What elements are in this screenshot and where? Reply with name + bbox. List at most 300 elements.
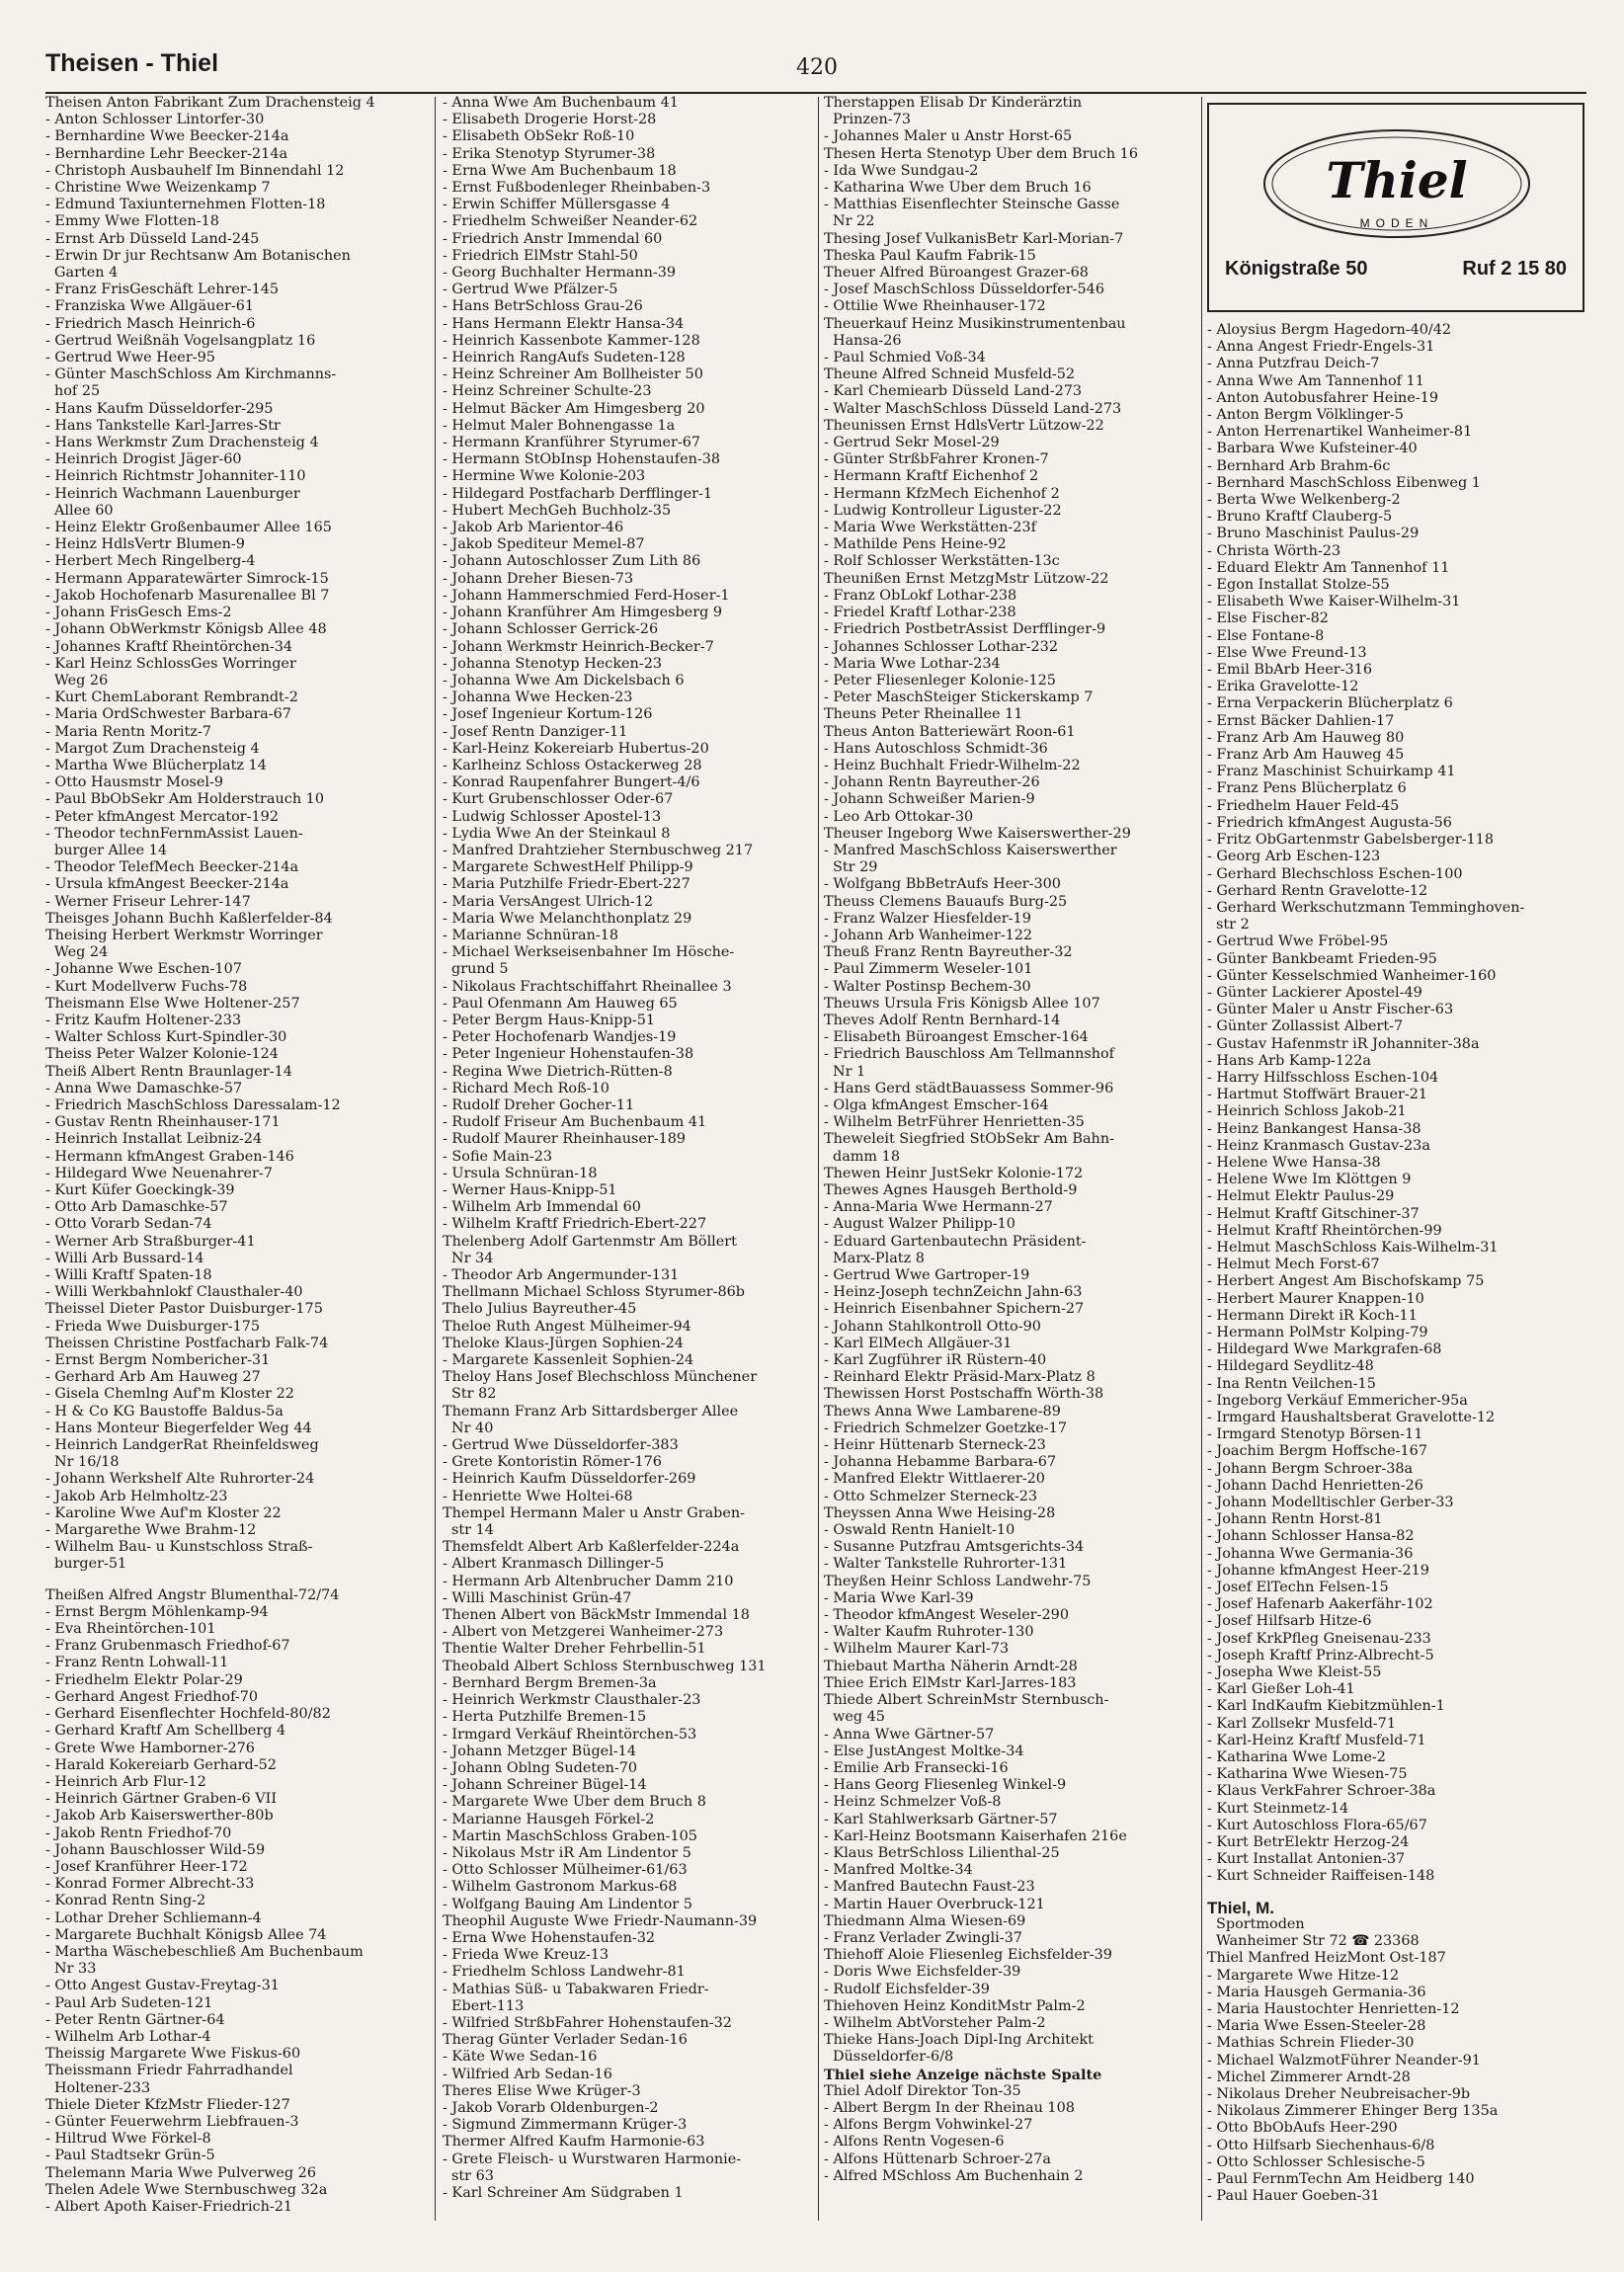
directory-entry: - Peter Hochofenarb Wandjes-19	[443, 1029, 677, 1046]
directory-entry: - Harald Kokereiarb Gerhard-52	[45, 1756, 277, 1773]
directory-entry: - Johann Arb Wanheimer-122	[824, 927, 1033, 943]
directory-entry: - Karl IndKaufm Kiebitzmühlen-1	[1207, 1698, 1445, 1715]
directory-entry: Düsseldorfer-6/8	[833, 2049, 954, 2066]
directory-entry: - Gustav Hafenmstr iR Johanniter-38a	[1207, 1035, 1480, 1052]
directory-entry: - Barbara Wwe Kufsteiner-40	[1207, 441, 1418, 457]
directory-entry: weg 45	[833, 1709, 885, 1726]
directory-entry: - Gertrud Wwe Gartroper-19	[824, 1267, 1030, 1284]
directory-entry: - Marianne Schnüran-18	[443, 927, 619, 943]
directory-entry: - Olga kfmAngest Emscher-164	[824, 1096, 1049, 1113]
directory-entry: - Johann Bergm Schroer-38a	[1207, 1460, 1414, 1477]
directory-entry: - Heinrich RangAufs Sudeten-128	[443, 350, 686, 366]
directory-entry: Thiebaut Martha Näherin Arndt-28	[824, 1658, 1078, 1674]
directory-entry: - Hermann PolMstr Kolping-79	[1207, 1324, 1428, 1340]
directory-entry: - Martha Wäschebeschließ Am Buchenbaum	[45, 1943, 364, 1960]
directory-entry: - Herta Putzhilfe Bremen-15	[443, 1709, 647, 1726]
directory-entry: - Mathias Schrein Flieder-30	[1207, 2035, 1415, 2052]
directory-entry: - Marianne Hausgeh Förkel-2	[443, 1811, 655, 1827]
directory-entry: - Karl Heinz SchlossGes Worringer	[45, 655, 296, 672]
directory-entry: - Eduard Elektr Am Tannenhof 11	[1207, 559, 1450, 576]
directory-entry: - Otto Vorarb Sedan-74	[45, 1216, 212, 1233]
directory-entry: - Franz Arb Am Hauweg 45	[1207, 747, 1405, 764]
directory-entry: Weg 26	[54, 672, 109, 689]
directory-entry: - Karl-Heinz Kokereiarb Hubertus-20	[443, 740, 709, 757]
directory-entry: Thentie Walter Dreher Fehrbellin-51	[443, 1641, 706, 1658]
directory-entry: - Josepha Wwe Kleist-55	[1207, 1664, 1382, 1681]
directory-entry: Prinzen-73	[833, 112, 911, 128]
directory-entry: Str 82	[451, 1386, 497, 1403]
directory-entry: Thieke Hans-Joach Dipl-Ing Architekt	[824, 2032, 1094, 2049]
directory-entry: - Martin MaschSchloss Graben-105	[443, 1827, 697, 1844]
directory-entry: Theising Herbert Werkmstr Worringer	[45, 927, 323, 943]
directory-entry: - Theodor kfmAngest Weseler-290	[824, 1607, 1069, 1624]
directory-entry: Theune Alfred Schneid Musfeld-52	[824, 366, 1076, 383]
directory-entry: Theiß Albert Rentn Braunlager-14	[45, 1063, 292, 1080]
directory-entry: - Helmut Kraftf Gitschiner-37	[1207, 1205, 1420, 1222]
directory-entry: Thesing Josef VulkanisBetr Karl-Morian-7	[824, 230, 1124, 247]
directory-entry: - Konrad Rentn Sing-2	[45, 1893, 206, 1909]
directory-entry: - Manfred MaschSchloss Kaiserswerther	[824, 842, 1117, 858]
column-3	[824, 95, 1195, 2248]
directory-entry: - Gertrud Wwe Fröbel-95	[1207, 933, 1389, 950]
directory-entry: - Mathilde Pens Heine-92	[824, 536, 1007, 553]
directory-entry: - Hildegard Wwe Markgrafen-68	[1207, 1341, 1442, 1358]
directory-entry: - Maria Wwe Lothar-234	[824, 655, 1001, 672]
directory-entry: - Gerhard Werkschutzmann Temminghoven-	[1207, 899, 1525, 916]
directory-entry: - Friedhelm Schweißer Neander-62	[443, 213, 698, 230]
directory-entry: - Elisabeth Drogerie Horst-28	[443, 112, 657, 128]
directory-entry: - Hans Arb Kamp-122a	[1207, 1052, 1371, 1069]
ad-brand: Thiel	[1326, 151, 1468, 209]
directory-entry: - Wilhelm AbtVorsteher Palm-2	[824, 2014, 1046, 2031]
directory-entry: - Anna Angest Friedr-Engels-31	[1207, 339, 1435, 356]
directory-entry: - Johann FrisGesch Ems-2	[45, 605, 232, 621]
directory-entry: - Peter kfmAngest Mercator-192	[45, 808, 279, 825]
directory-entry: - Jakob Rentn Friedhof-70	[45, 1825, 232, 1841]
directory-entry: - Hans BetrSchloss Grau-26	[443, 298, 643, 315]
directory-entry: - Karl Gießer Loh-41	[1207, 1681, 1355, 1698]
directory-entry: Theus Anton Batteriewärt Roon-61	[824, 723, 1076, 740]
directory-entry: Theisges Johann Buchh Kaßlerfelder-84	[45, 910, 333, 927]
directory-entry: Nr 34	[451, 1250, 494, 1266]
directory-entry: - Friedrich MaschSchloss Daressalam-12	[45, 1096, 341, 1113]
directory-entry: - Willi Arb Bussard-14	[45, 1250, 204, 1266]
directory-entry: - Henriette Wwe Holtei-68	[443, 1488, 633, 1504]
directory-entry: - Friedrich PostbetrAssist Derfflinger-9	[824, 621, 1106, 638]
directory-entry: - Regina Wwe Dietrich-Rütten-8	[443, 1063, 673, 1080]
directory-entry: - Anton Schlosser Lintorfer-30	[45, 112, 265, 128]
directory-entry: - Hans Kaufm Düsseldorfer-295	[45, 400, 274, 417]
directory-entry: - Käte Wwe Sedan-16	[443, 2049, 598, 2066]
directory-entry: - Heinrich Installat Leibniz-24	[45, 1131, 263, 1148]
advertisement-box	[1207, 103, 1584, 312]
directory-entry: - Alfred MSchloss Am Buchenhain 2	[824, 2167, 1084, 2184]
directory-entry: - Margarete Buchhalt Königsb Allee 74	[45, 1926, 327, 1943]
directory-entry: - Ernst Arb Düsseld Land-245	[45, 230, 260, 247]
directory-entry: - Egon Installat Stolze-55	[1207, 577, 1390, 594]
directory-entry: - Margot Zum Drachensteig 4	[45, 740, 260, 757]
directory-entry: - Klaus BetrSchloss Lilienthal-25	[824, 1844, 1060, 1861]
directory-entry: - Reinhard Elektr Präsid-Marx-Platz 8	[824, 1369, 1096, 1386]
directory-entry: - Erika Stenotyp Styrumer-38	[443, 145, 656, 162]
directory-entry: Theobald Albert Schloss Sternbuschweg 131	[443, 1658, 767, 1674]
directory-entry: - Irmgard Verkäuf Rheintörchen-53	[443, 1726, 697, 1743]
directory-entry: Thiel Adolf Direktor Ton-35	[824, 2082, 1021, 2099]
directory-entry: - Heinrich Werkmstr Clausthaler-23	[443, 1692, 701, 1709]
directory-entry: - Ernst Bäcker Dahlien-17	[1207, 712, 1395, 729]
directory-entry: - Albert Kranmasch Dillinger-5	[443, 1556, 665, 1573]
directory-entry: - Kurt Steinmetz-14	[1207, 1800, 1349, 1817]
directory-entry: Thews Anna Wwe Lambarene-89	[824, 1403, 1061, 1420]
directory-entry: Theloe Ruth Angest Mülheimer-94	[443, 1318, 691, 1335]
directory-entry: Theißen Alfred Angstr Blumenthal-72/74	[45, 1586, 340, 1603]
directory-entry: - Albert von Metzgerei Wanheimer-273	[443, 1624, 724, 1641]
page-number: 420	[796, 55, 838, 80]
directory-entry: - Gustav Rentn Rheinhauser-171	[45, 1114, 281, 1131]
directory-entry: - Irmgard Haushaltsberat Gravelotte-12	[1207, 1410, 1496, 1425]
directory-entry: Theyssen Anna Wwe Heising-28	[824, 1504, 1056, 1521]
directory-entry: - Elisabeth Büroangest Emscher-164	[824, 1029, 1089, 1046]
directory-entry: - Ottilie Wwe Rheinhauser-172	[824, 298, 1046, 315]
directory-entry: - Werner Haus-Knipp-51	[443, 1182, 617, 1198]
directory-entry: - Sigmund Zimmermann Krüger-3	[443, 2117, 688, 2134]
directory-entry: Ebert-113	[451, 1997, 525, 2014]
ad-phone: Ruf 2 15 80	[1462, 258, 1567, 280]
directory-entry: - Ludwig Schlosser Apostel-13	[443, 808, 662, 825]
directory-entry: - Michael Werkseisenbahner Im Hösche-	[443, 944, 735, 961]
directory-entry: Theuss Clemens Bauaufs Burg-25	[824, 893, 1068, 910]
directory-entry: - Günter StrßbFahrer Kronen-7	[824, 451, 1049, 468]
directory-entry: - Anna Wwe Damaschke-57	[45, 1080, 243, 1096]
directory-entry: - Johann Dreher Biesen-73	[443, 570, 634, 587]
directory-entry: - Rudolf Eichsfelder-39	[824, 1981, 990, 1997]
directory-entry: - Bernhard Arb Brahm-6c	[1207, 457, 1391, 474]
directory-entry: Thellmann Michael Schloss Styrumer-86b	[443, 1284, 746, 1301]
directory-entry: - Gerhard Eisenflechter Hochfeld-80/82	[45, 1706, 331, 1723]
directory-entry: Theves Adolf Rentn Bernhard-14	[824, 1012, 1061, 1028]
directory-entry: - Gertrud Sekr Mosel-29	[824, 435, 1000, 451]
directory-entry: - Johann Dachd Henrietten-26	[1207, 1477, 1423, 1494]
directory-entry: Thempel Hermann Maler u Anstr Graben-	[443, 1504, 746, 1521]
column-2	[443, 95, 812, 2248]
directory-entry: - Richard Mech Roß-10	[443, 1080, 609, 1096]
directory-entry: - Harry Hilfsschloss Eschen-104	[1207, 1069, 1439, 1086]
directory-entry: - Theodor TelefMech Beecker-214a	[45, 859, 299, 876]
directory-entry: - Friedhelm Elektr Polar-29	[45, 1671, 243, 1688]
directory-entry: - Manfred Moltke-34	[824, 1862, 973, 1879]
directory-entry: - Mathias Süß- u Tabakwaren Friedr-	[443, 1981, 709, 1997]
directory-entry: - Doris Wwe Eichsfelder-39	[824, 1964, 1021, 1981]
directory-entry: - Karl ElMech Allgäuer-31	[824, 1335, 1013, 1351]
directory-entry: - Ida Wwe Sundgau-2	[824, 162, 979, 179]
directory-entry: burger-51	[54, 1556, 127, 1573]
directory-entry: - Gerhard Angest Friedhof-70	[45, 1688, 259, 1705]
directory-entry: - Gertrud Weißnäh Vogelsangplatz 16	[45, 332, 316, 349]
directory-entry: - Johanna Wwe Hecken-23	[443, 690, 633, 706]
directory-entry: Str 29	[833, 859, 878, 876]
directory-entry: Thiel siehe Anzeige nächste Spalte	[824, 2066, 1102, 2083]
directory-entry: - Grete Fleisch- u Wurstwaren Harmonie-	[443, 2150, 742, 2167]
directory-entry: - Alfons Rentn Vogesen-6	[824, 2134, 1005, 2150]
directory-entry: - Friedrich Anstr Immendal 60	[443, 230, 663, 247]
directory-entry: - H & Co KG Baustoffe Baldus-5a	[45, 1403, 284, 1420]
directory-entry: - Emil BbArb Heer-316	[1207, 662, 1373, 679]
directory-entry: Thelo Julius Bayreuther-45	[443, 1301, 637, 1318]
directory-entry: - Oswald Rentn Hanielt-10	[824, 1522, 1015, 1539]
directory-entry: - Karl Schreiner Am Südgraben 1	[443, 2184, 684, 2201]
directory-entry: - Wilfried Arb Sedan-16	[443, 2066, 612, 2082]
directory-entry: - Konrad Raupenfahrer Bungert-4/6	[443, 774, 700, 791]
directory-entry: - Johanna Hebamme Barbara-67	[824, 1454, 1057, 1471]
directory-entry: - Manfred Bautechn Faust-23	[824, 1879, 1035, 1896]
directory-entry: - Franz Rentn Lohwall-11	[45, 1655, 229, 1671]
directory-entry: - Wilhelm Bau- u Kunstschloss Straß-	[45, 1539, 313, 1556]
directory-entry: - Paul Arb Sudeten-121	[45, 1994, 213, 2011]
directory-entry: - Karl Stahlwerksarb Gärtner-57	[824, 1811, 1058, 1827]
directory-entry: - Kurt BetrElektr Herzog-24	[1207, 1834, 1410, 1851]
directory-entry: - Günter Feuerwehrm Liebfrauen-3	[45, 2113, 299, 2130]
directory-entry: - Hiltrud Wwe Förkel-8	[45, 2131, 211, 2148]
directory-entry: Nr 16/18	[54, 1454, 120, 1471]
directory-entry: - Heinz Schmelzer Voß-8	[824, 1794, 1002, 1811]
directory-entry: - Maria Haustochter Henrietten-12	[1207, 2000, 1460, 2017]
directory-entry: - Katharina Wwe Lome-2	[1207, 1749, 1386, 1766]
directory-entry: Themsfeldt Albert Arb Kaßlerfelder-224a	[443, 1539, 740, 1556]
directory-entry: - Kurt Küfer Goeckingk-39	[45, 1182, 235, 1198]
directory-entry: - Fritz ObGartenmstr Gabelsberger-118	[1207, 832, 1494, 849]
directory-entry: Themann Franz Arb Sittardsberger Allee	[443, 1403, 739, 1420]
directory-entry: - Wilhelm Arb Immendal 60	[443, 1199, 641, 1216]
directory-entry: Theuns Peter Rheinallee 11	[824, 706, 1023, 723]
directory-entry: Theuws Ursula Fris Königsb Allee 107	[824, 995, 1100, 1012]
directory-entry: - Michel Zimmerer Arndt-28	[1207, 2069, 1411, 2085]
directory-entry: - Margarete SchwestHelf Philipp-9	[443, 859, 693, 876]
directory-entry: - Josef Rentn Danziger-11	[443, 723, 628, 740]
directory-entry: Garten 4	[54, 265, 119, 282]
directory-entry: - Joachim Bergm Hoffsche-167	[1207, 1443, 1427, 1460]
directory-entry: - Margarete Wwe Hitze-12	[1207, 1967, 1400, 1984]
directory-entry: - Wilhelm Arb Lothar-4	[45, 2028, 211, 2045]
directory-entry: - Martha Wwe Blücherplatz 14	[45, 757, 267, 773]
directory-entry: - Helmut MaschSchloss Kais-Wilhelm-31	[1207, 1239, 1499, 1256]
directory-entry: Theunissen Ernst HdlsVertr Lützow-22	[824, 417, 1104, 434]
directory-entry: Theisen Anton Fabrikant Zum Drachensteig 4	[45, 95, 375, 111]
directory-entry: - Christine Wwe Weizenkamp 7	[45, 180, 271, 197]
directory-entry: - Berta Wwe Welkenberg-2	[1207, 492, 1401, 509]
directory-entry: - Margarete Kassenleit Sophien-24	[443, 1352, 694, 1369]
directory-entry: - Maria Hausgeh Germania-36	[1207, 1984, 1426, 2000]
directory-entry: - Johannes Maler u Anstr Horst-65	[824, 128, 1073, 145]
directory-entry: - Otto Schlosser Schlesische-5	[1207, 2153, 1425, 2170]
directory-entry: - Josef Hafenarb Aakerfähr-102	[1207, 1596, 1433, 1613]
directory-entry: - Maria Wwe Karl-39	[824, 1589, 974, 1606]
directory-entry: Nr 1	[833, 1063, 866, 1080]
directory-entry: - Katharina Wwe Über dem Bruch 16	[824, 180, 1092, 197]
directory-entry: - Anna Putzfrau Deich-7	[1207, 356, 1380, 372]
directory-entry: Theweleit Siegfried StObSekr Am Bahn-	[824, 1131, 1114, 1148]
directory-entry: - Günter MaschSchloss Am Kirchmanns-	[45, 366, 337, 383]
directory-entry: - Else Fischer-82	[1207, 610, 1329, 627]
directory-entry: - Hartmut Stoffwärt Brauer-21	[1207, 1087, 1428, 1103]
directory-entry: grund 5	[451, 961, 509, 978]
directory-entry: - Walter Postinsp Bechem-30	[824, 978, 1031, 995]
directory-entry: - Werner Friseur Lehrer-147	[45, 893, 251, 910]
directory-entry: - Erwin Dr jur Rechtsanw Am Botanischen	[45, 247, 351, 264]
directory-entry: - Walter Schloss Kurt-Spindler-30	[45, 1029, 287, 1046]
directory-entry: - Ingeborg Verkäuf Emmericher-95a	[1207, 1392, 1468, 1409]
directory-entry: - Kurt Modellverw Fuchs-78	[45, 978, 248, 995]
directory-entry: Thiedmann Alma Wiesen-69	[824, 1912, 1026, 1929]
directory-entry: - Anna Wwe Am Tannenhof 11	[1207, 372, 1424, 389]
directory-entry: - Hermann Apparatewärter Simrock-15	[45, 570, 329, 587]
directory-entry: - Hermann Direkt iR Koch-11	[1207, 1307, 1418, 1324]
directory-entry: - Peter Fliesenleger Kolonie-125	[824, 672, 1056, 689]
directory-entry: - Else Wwe Freund-13	[1207, 644, 1367, 661]
directory-entry: - Martin Hauer Overbruck-121	[824, 1896, 1045, 1912]
directory-entry: - Johann Rentn Bayreuther-26	[824, 774, 1040, 791]
directory-entry: - Heinrich Drogist Jäger-60	[45, 451, 242, 468]
directory-entry: - Heinrich Schloss Jakob-21	[1207, 1103, 1407, 1120]
directory-entry: - Jakob Arb Helmholtz-23	[45, 1488, 228, 1504]
directory-entry: - Hans Hermann Elektr Hansa-34	[443, 315, 685, 332]
directory-entry: Theissel Dieter Pastor Duisburger-175	[45, 1301, 323, 1318]
directory-entry: Theuerkauf Heinz Musikinstrumentenbau	[824, 315, 1126, 332]
directory-entry: - Jakob Spediteur Memel-87	[443, 536, 645, 553]
directory-entry: - Rudolf Friseur Am Buchenbaum 41	[443, 1114, 707, 1131]
directory-entry: - Maria Wwe Werkstätten-23f	[824, 520, 1036, 536]
directory-entry: - Aloysius Bergm Hagedorn-40/42	[1207, 322, 1452, 338]
directory-entry: - Helmut Kraftf Rheintörchen-99	[1207, 1222, 1442, 1239]
directory-entry: Thewes Agnes Hausgeh Berthold-9	[824, 1182, 1078, 1198]
directory-entry: - Johann Schlosser Gerrick-26	[443, 621, 659, 638]
directory-entry: - Bernhardine Lehr Beecker-214a	[45, 145, 288, 162]
directory-entry: - Heinrich Gärtner Graben-6 VII	[45, 1791, 278, 1808]
directory-entry: - Bernhard Bergm Bremen-3a	[443, 1674, 657, 1691]
directory-entry: - Rolf Schlosser Werkstätten-13c	[824, 553, 1060, 570]
directory-entry: - Erna Wwe Am Buchenbaum 18	[443, 162, 677, 179]
directory-entry: - Franz Walzer Hiesfelder-19	[824, 910, 1031, 927]
directory-entry: - Maria Wwe Essen-Steeler-28	[1207, 2018, 1426, 2035]
directory-entry: Thiehoven Heinz KonditMstr Palm-2	[824, 1997, 1086, 2014]
directory-entry: - Manfred Elektr Wittlaerer-20	[824, 1471, 1045, 1488]
directory-entry: - Albert Apoth Kaiser-Friedrich-21	[45, 2198, 293, 2215]
directory-entry: - Herbert Mech Ringelberg-4	[45, 553, 256, 570]
directory-entry: - Christoph Ausbauhelf Im Binnendahl 12	[45, 162, 345, 179]
directory-entry: - Willi Kraftf Spaten-18	[45, 1267, 212, 1284]
directory-entry: - Heinz Buchhalt Friedr-Wilhelm-22	[824, 757, 1081, 773]
directory-entry: - Hubert MechGeh Buchholz-35	[443, 502, 672, 519]
directory-entry: - Gerhard Blechschloss Eschen-100	[1207, 865, 1463, 882]
directory-entry: - Leo Arb Ottokar-30	[824, 808, 974, 825]
directory-entry: - Franz Verlader Zwingli-37	[824, 1929, 1022, 1946]
directory-entry: - Gerhard Rentn Gravelotte-12	[1207, 882, 1428, 899]
directory-entry: Thermer Alfred Kaufm Harmonie-63	[443, 2134, 705, 2150]
directory-entry: - Franz Arb Am Hauweg 80	[1207, 729, 1405, 746]
directory-entry: - Günter Zollassist Albert-7	[1207, 1018, 1404, 1035]
directory-entry: - Peter MaschSteiger Stickerskamp 7	[824, 690, 1094, 706]
directory-entry: - Johann Schreiner Bügel-14	[443, 1777, 647, 1794]
directory-entry: - Maria VersAngest Ulrich-12	[443, 893, 654, 910]
directory-entry: - Gertrud Wwe Pfälzer-5	[443, 282, 618, 298]
directory-entry: - Anna Wwe Am Buchenbaum 41	[443, 95, 679, 111]
page-header	[45, 47, 1586, 87]
directory-entry: Theuer Alfred Büroangest Grazer-68	[824, 265, 1089, 282]
directory-entry: - Maria Wwe Melanchthonplatz 29	[443, 910, 692, 927]
directory-entry: Theismann Else Wwe Holtener-257	[45, 995, 300, 1012]
directory-entry: - Fritz Kaufm Holtener-233	[45, 1012, 242, 1028]
directory-entry: - Klaus VerkFahrer Schroer-38a	[1207, 1783, 1436, 1800]
directory-entry: - Michael WalzmotFührer Neander-91	[1207, 2052, 1481, 2069]
directory-entry: - Hermann kfmAngest Graben-146	[45, 1148, 294, 1165]
directory-entry: - Kurt Grubenschlosser Oder-67	[443, 791, 674, 808]
directory-entry: - Emmy Wwe Flotten-18	[45, 213, 219, 230]
directory-entry: Thelemann Maria Wwe Pulverweg 26	[45, 2164, 316, 2181]
directory-entry: - Nikolaus Mstr iR Am Lindentor 5	[443, 1844, 691, 1861]
directory-entry: - Ernst Fußbodenleger Rheinbaben-3	[443, 180, 711, 197]
directory-entry: - Johanna Wwe Germania-36	[1207, 1545, 1414, 1562]
directory-entry: - Walter Kaufm Ruhroter-130	[824, 1624, 1034, 1641]
directory-entry: Theuser Ingeborg Wwe Kaiserswerther-29	[824, 825, 1131, 842]
directory-entry: - Emilie Arb Fransecki-16	[824, 1759, 1009, 1776]
directory-entry: - Otto Schlosser Mülheimer-61/63	[443, 1862, 688, 1879]
directory-entry: - Herbert Maurer Knappen-10	[1207, 1290, 1424, 1307]
directory-entry: - Wilfried StrßbFahrer Hohenstaufen-32	[443, 2014, 732, 2031]
directory-entry: burger Allee 14	[54, 842, 168, 858]
directory-entry: - Wilhelm BetrFührer Henrietten-35	[824, 1114, 1085, 1131]
directory-entry: Thiele Dieter KfzMstr Flieder-127	[45, 2096, 290, 2113]
directory-entry: - Karoline Wwe Auf'm Kloster 22	[45, 1504, 282, 1521]
directory-entry: - Hans Gerd städtBauassess Sommer-96	[824, 1080, 1114, 1096]
directory-entry: Thewen Heinr JustSekr Kolonie-172	[824, 1165, 1084, 1181]
directory-entry: Weg 24	[54, 944, 109, 961]
directory-entry: - Heinz Kranmasch Gustav-23a	[1207, 1137, 1430, 1154]
directory-entry: - Ina Rentn Veilchen-15	[1207, 1375, 1376, 1392]
directory-entry: - Kurt Installat Antonien-37	[1207, 1851, 1406, 1868]
directory-entry: - Maria Rentn Moritz-7	[45, 723, 211, 740]
directory-entry: - Peter Rentn Gärtner-64	[45, 2011, 225, 2028]
directory-entry: - Heinz HdlsVertr Blumen-9	[45, 536, 245, 553]
directory-entry: - Georg Arb Eschen-123	[1207, 849, 1381, 865]
directory-entry: Theunißen Ernst MetzgMstr Lützow-22	[824, 570, 1109, 587]
directory-entry: str 14	[451, 1522, 494, 1539]
directory-entry: - Susanne Putzfrau Amtsgerichts-34	[824, 1539, 1085, 1556]
directory-entry: - Katharina Wwe Wiesen-75	[1207, 1766, 1408, 1783]
directory-entry: - Werner Arb Straßburger-41	[45, 1233, 256, 1250]
directory-entry: - Jakob Arb Kaiserswerther-80b	[45, 1808, 274, 1825]
directory-entry: - Elisabeth Wwe Kaiser-Wilhelm-31	[1207, 594, 1461, 610]
directory-entry: - Elisabeth ObSekr Roß-10	[443, 128, 635, 145]
directory-entry: - Matthias Eisenflechter Steinsche Gasse	[824, 197, 1120, 213]
directory-entry: - Anna-Maria Wwe Hermann-27	[824, 1199, 1053, 1216]
directory-entry: - Frieda Wwe Kreuz-13	[443, 1947, 609, 1964]
directory-entry: - Georg Buchhalter Hermann-39	[443, 265, 677, 282]
directory-entry: - Josef Kranführer Heer-172	[45, 1858, 248, 1875]
running-head: Theisen - Thiel	[45, 49, 219, 77]
directory-entry: - Hermann Kraftf Eichenhof 2	[824, 468, 1039, 485]
directory-entry: damm 18	[833, 1148, 900, 1165]
directory-entry: - Helmut Mech Forst-67	[1207, 1257, 1380, 1273]
directory-entry: - Heinrich LandgerRat Rheinfeldsweg	[45, 1437, 319, 1454]
directory-entry: Thelen Adele Wwe Sternbuschweg 32a	[45, 2181, 328, 2198]
directory-entry: - Karl Zollsekr Musfeld-71	[1207, 1715, 1396, 1732]
directory-entry: - Erna Verpackerin Blücherplatz 6	[1207, 695, 1453, 712]
directory-entry: - Friedrich kfmAngest Augusta-56	[1207, 814, 1452, 831]
directory-entry: - Paul Ofenmann Am Hauweg 65	[443, 995, 678, 1012]
directory-entry: Thiehoff Aloie Fliesenleg Eichsfelder-39	[824, 1947, 1112, 1964]
directory-entry: Thiel, M.	[1207, 1899, 1274, 1916]
directory-entry: - Alfons Bergm Vohwinkel-27	[824, 2117, 1033, 2134]
directory-entry: - Kurt Autoschloss Flora-65/67	[1207, 1817, 1427, 1833]
